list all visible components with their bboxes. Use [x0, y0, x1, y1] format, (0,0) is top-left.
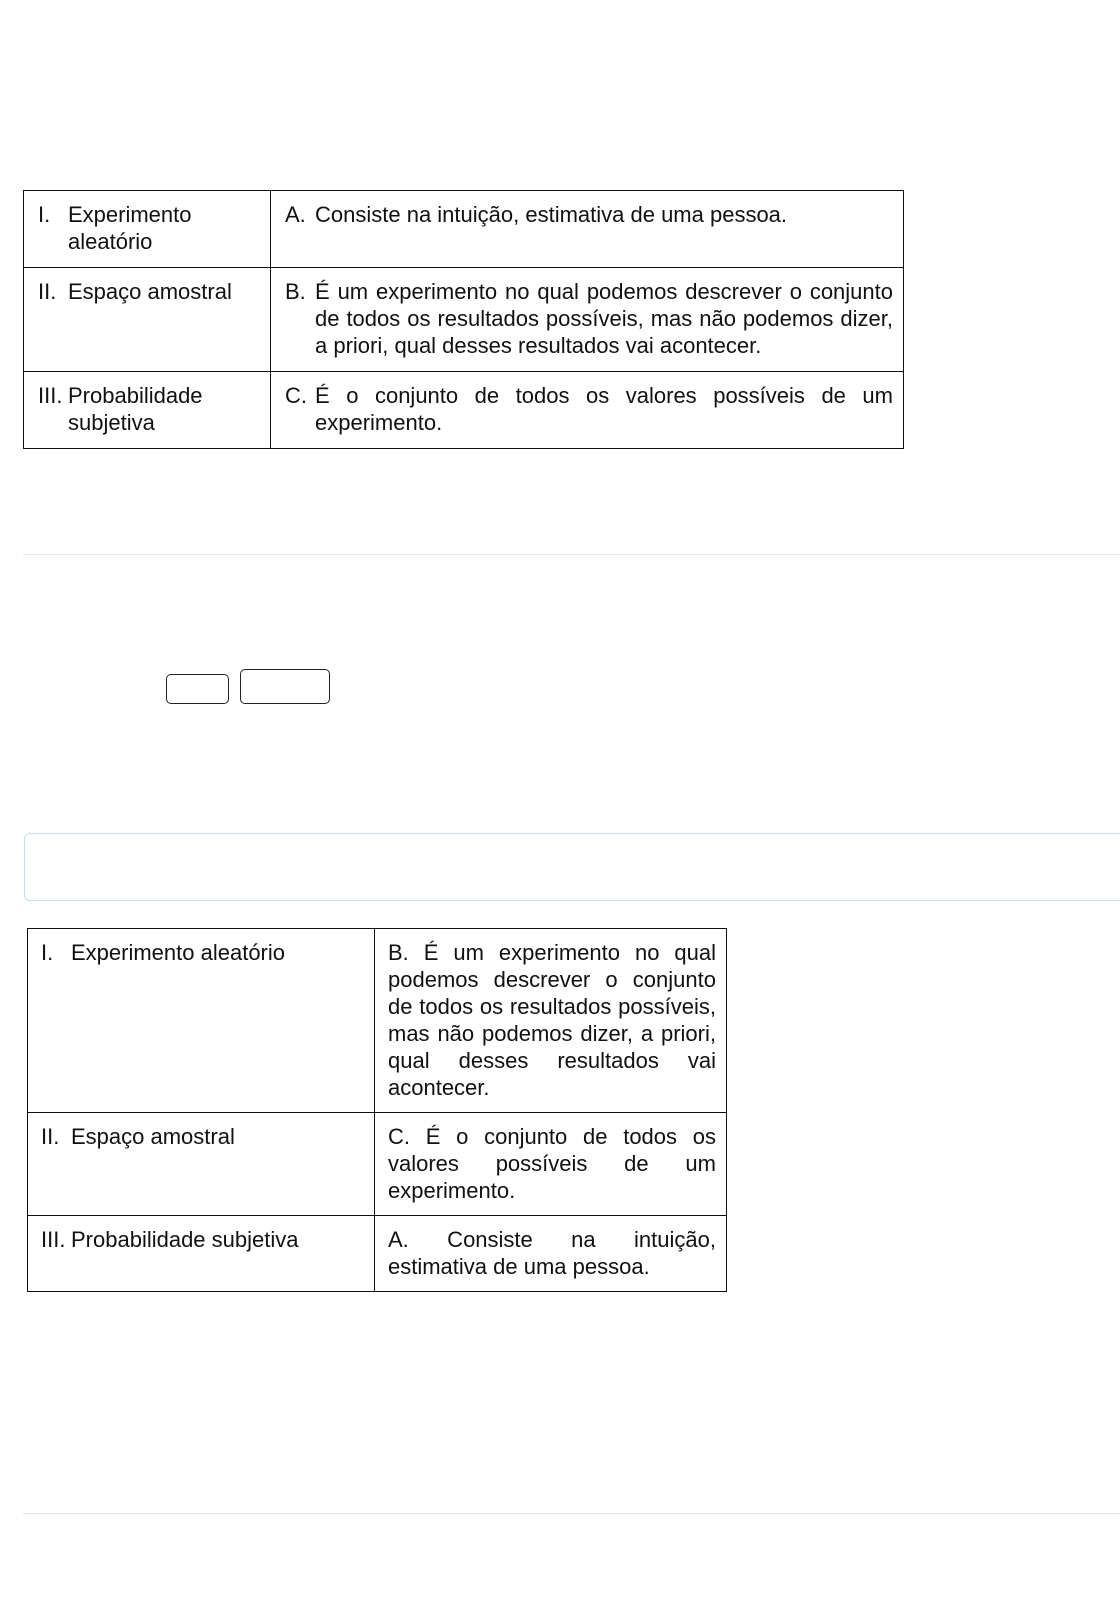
- definition-text: É um experimento no qual podemos descrever o conjunto de todos os resultados possíveis, mas não podemos dizer, a priori, qual desses resultados vai acontecer.: [315, 279, 893, 358]
- section-divider: [23, 1513, 1120, 1514]
- table-cell: [271, 191, 904, 268]
- letter-label: B.: [285, 279, 306, 304]
- table-row: [28, 1113, 727, 1216]
- table-row: [28, 1216, 727, 1292]
- table-cell: [24, 268, 271, 372]
- roman-numeral: I.: [38, 202, 51, 227]
- table-row: [24, 191, 904, 268]
- letter-label: C.: [285, 383, 307, 408]
- roman-numeral: II.: [41, 1124, 60, 1149]
- answer-box: [24, 833, 1120, 901]
- concept-label: Probabilidade subjetiva: [68, 383, 203, 435]
- concept-label: Espaço amostral: [71, 1124, 235, 1149]
- roman-numeral: II.: [38, 279, 57, 304]
- definition-text: C. É o conjunto de todos os valores possíveis de um experimento.: [375, 1113, 727, 1216]
- concept-label: Experimento aleatório: [71, 940, 286, 965]
- table-cell: [271, 372, 904, 449]
- roman-numeral: I.: [41, 940, 54, 965]
- table-cell: [28, 929, 375, 1113]
- definition-text: A. Consiste na intuição, estimativa de uma pessoa.: [375, 1216, 727, 1292]
- table-row: [24, 268, 904, 372]
- letter-label: A.: [285, 202, 306, 227]
- table-cell: [24, 372, 271, 449]
- table-row: [24, 372, 904, 449]
- matching-question-table: [23, 190, 904, 449]
- table-cell: [28, 1216, 375, 1292]
- table-row: [28, 929, 727, 1113]
- concept-label: Experimento aleatório: [68, 202, 192, 254]
- table-cell: [271, 268, 904, 372]
- roman-numeral: III.: [41, 1227, 66, 1252]
- concept-label: Espaço amostral: [68, 279, 232, 304]
- section-divider: [23, 554, 1120, 555]
- definition-text: B. É um experimento no qual podemos descrever o conjunto de todos os resultados possíveis, mas não podemos dizer, a priori, qual desses resultados vai acontecer.: [375, 929, 727, 1113]
- table-cell: [28, 1113, 375, 1216]
- definition-text: Consiste na intuição, estimativa de uma pessoa.: [315, 202, 788, 227]
- concept-label: Probabilidade subjetiva: [71, 1227, 299, 1252]
- small-button[interactable]: [166, 674, 229, 704]
- roman-numeral: III.: [38, 383, 63, 408]
- table-cell: [24, 191, 271, 268]
- matching-answer-table: [27, 928, 727, 1292]
- definition-text: É o conjunto de todos os valores possíveis de um experimento.: [315, 383, 893, 435]
- small-button[interactable]: [240, 669, 330, 704]
